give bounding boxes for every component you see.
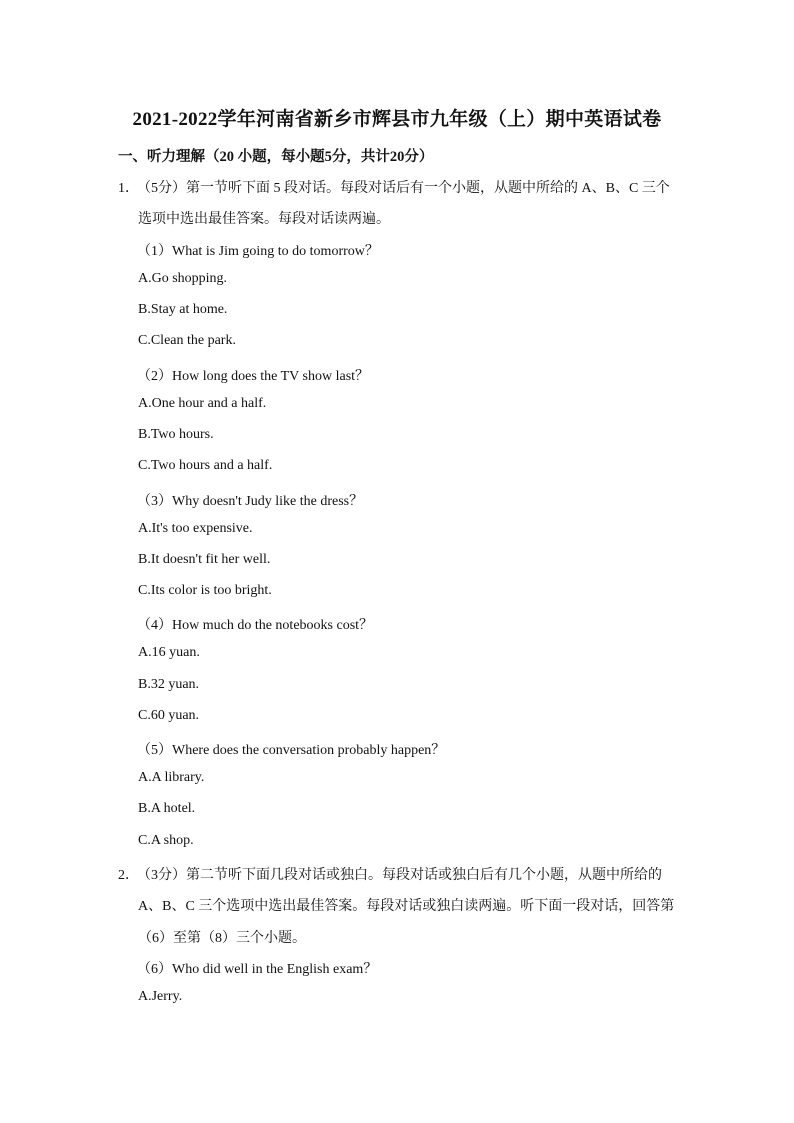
option: B.Stay at home. <box>138 302 228 317</box>
question-text: （6）至第（8）三个小题。 <box>138 931 306 946</box>
section-heading: 一、听力理解（20 小题，每小题5分，共计20分） <box>118 149 434 165</box>
question-text: （5分）第一节听下面 5 段对话。每段对话后有一个小题，从题中所给的 A、B、C 三个 <box>137 181 670 196</box>
option: C.Its color is too bright. <box>138 583 272 598</box>
option: B.Two hours. <box>138 427 214 442</box>
option: A.One hour and a half. <box>138 396 267 411</box>
option: C.Clean the park. <box>138 333 236 348</box>
option: A.16 yuan. <box>138 645 200 660</box>
sub-question: （2）How long does the TV show last？ <box>137 369 370 384</box>
question-number: 2． <box>118 868 139 883</box>
option: B.It doesn't fit her well. <box>138 552 271 567</box>
option: C.A shop. <box>138 833 194 848</box>
sub-question: （1）What is Jim going to do tomorrow？ <box>137 244 379 259</box>
option: A.Jerry. <box>138 989 183 1004</box>
option: B.32 yuan. <box>138 677 200 692</box>
question-text: A、B、C 三个选项中选出最佳答案。每段对话或独白读两遍。听下面一段对话，回答第 <box>138 899 675 914</box>
question-text: 选项中选出最佳答案。每段对话读两遍。 <box>138 212 390 227</box>
option: A.Go shopping. <box>138 271 228 286</box>
page-title: 2021-2022学年河南省新乡市辉县市九年级（上）期中英语试卷 <box>132 109 662 130</box>
option: C.60 yuan. <box>138 708 200 723</box>
option: C.Two hours and a half. <box>138 458 273 473</box>
option: A.It's too expensive. <box>138 521 253 536</box>
sub-question: （5）Where does the conversation probably happen？ <box>137 743 446 758</box>
question-number: 1． <box>118 181 139 196</box>
sub-question: （6）Who did well in the English exam？ <box>137 962 378 977</box>
option: A.A library. <box>138 770 205 785</box>
sub-question: （3）Why doesn't Judy like the dress？ <box>137 494 364 509</box>
question-text: （3分）第二节听下面几段对话或独白。每段对话或独白后有几个小题，从题中所给的 <box>137 868 662 883</box>
sub-question: （4）How much do the notebooks cost？ <box>137 618 374 633</box>
option: B.A hotel. <box>138 801 196 816</box>
